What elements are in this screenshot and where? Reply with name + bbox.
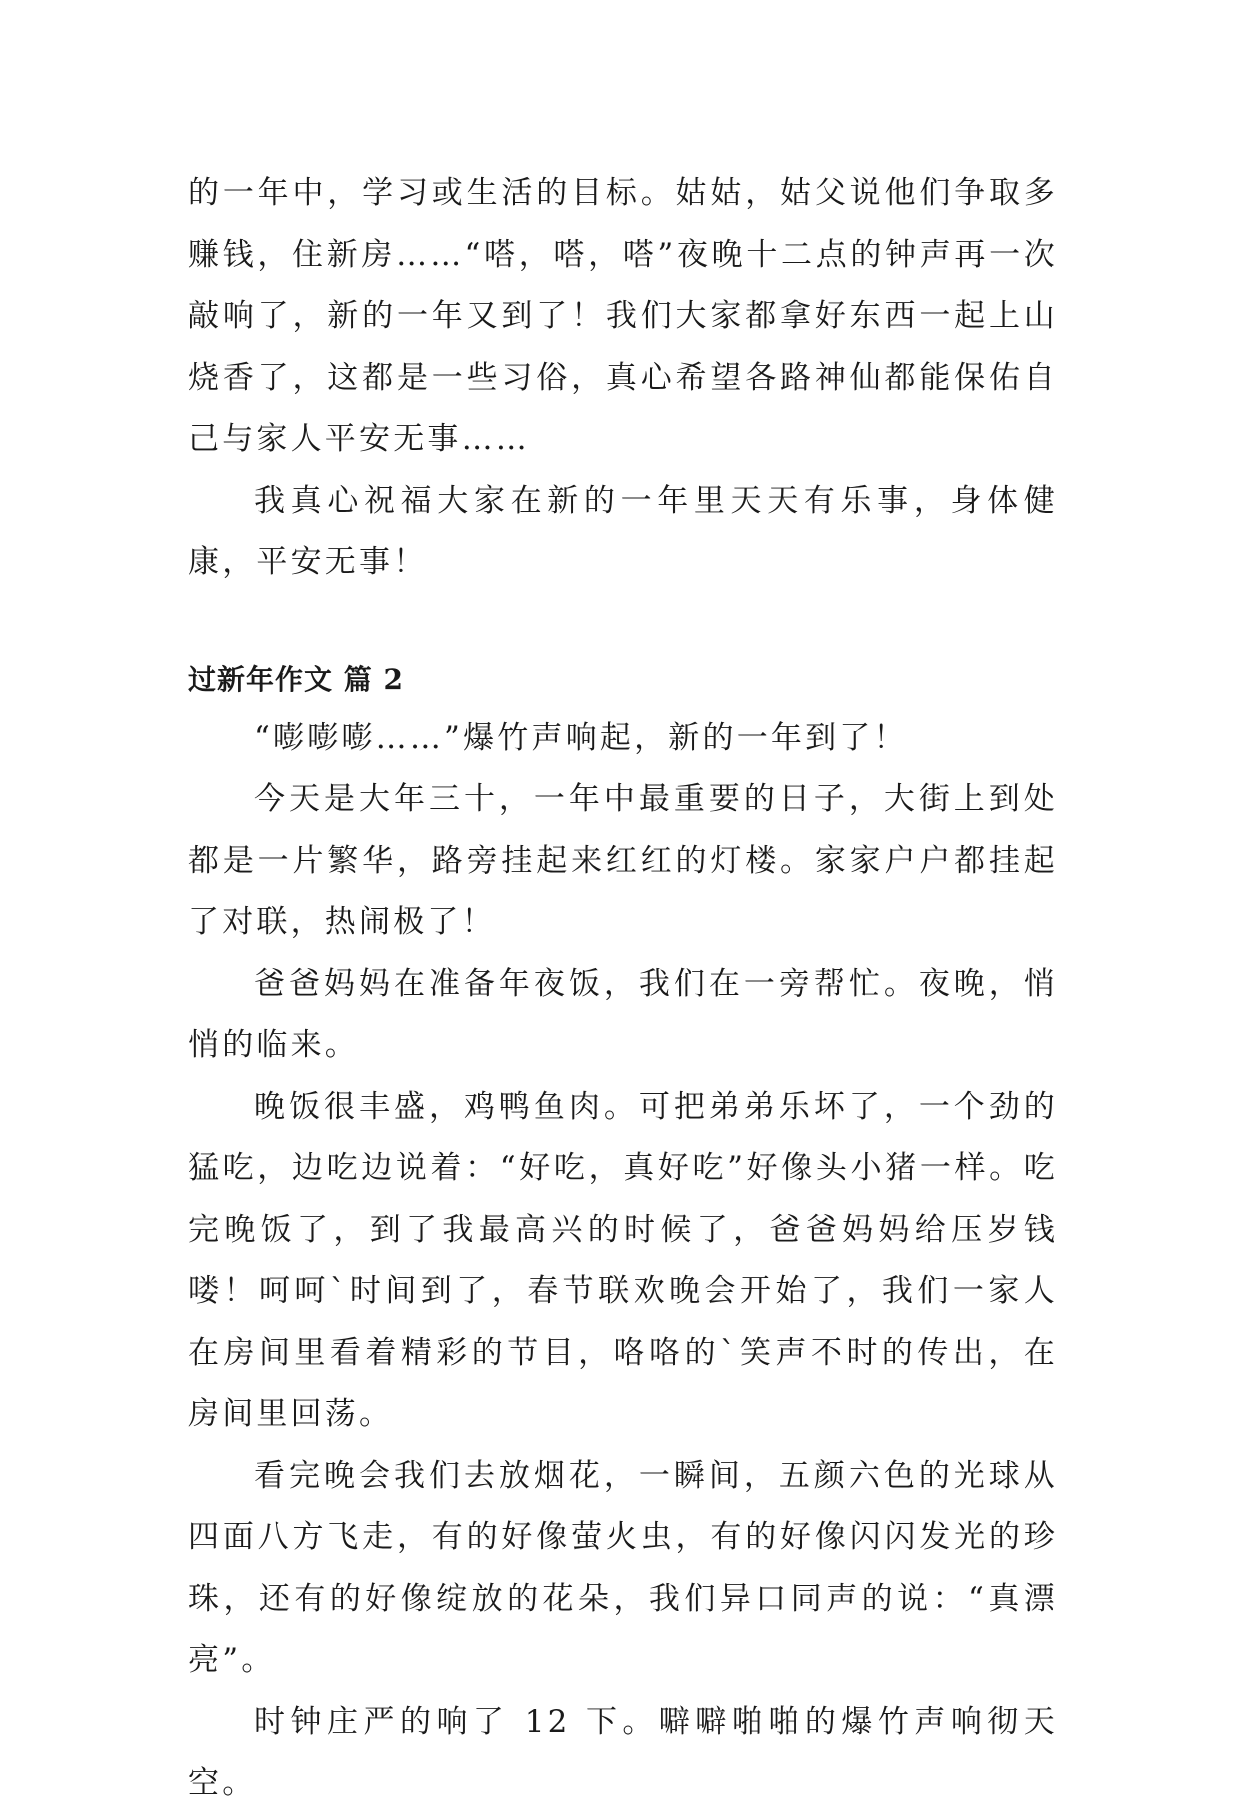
essay2-paragraph-4: 晚饭很丰盛，鸡鸭鱼肉。可把弟弟乐坏了，一个劲的猛吃，边吃边说着：“好吃，真好吃”好像头小猪一样。吃完晚饭了，到了我最高兴的时候了，爸爸妈妈给压岁钱喽！呵呵`时间到了，春节联欢晚会开始了，我们一家人在房间里看着精彩的节目，咯咯的`笑声不时的传出，在房间里回荡。	[188, 1088, 1058, 1432]
essay2-paragraph-1: “嘭嘭嘭……”爆竹声响起，新的一年到了！	[254, 719, 908, 756]
essay2-title: 过新年作文 篇 2	[188, 662, 404, 696]
essay1-continuation-paragraph: 的一年中，学习或生活的目标。姑姑，姑父说他们争取多赚钱，住新房……“嗒，嗒，嗒”夜晚十二点的钟声再一次敲响了，新的一年又到了！我们大家都拿好东西一起上山烧香了，这都是一些习俗，真心希望各路神仙都能保佑自己与家人平安无事……	[188, 175, 1058, 457]
essay1-closing-paragraph: 我真心祝福大家在新的一年里天天有乐事，身体健康，平安无事！	[188, 482, 1058, 580]
essay2-paragraph-5: 看完晚会我们去放烟花，一瞬间，五颜六色的光球从四面八方飞走，有的好像萤火虫，有的好像闪闪发光的珍珠，还有的好像绽放的花朵，我们异口同声的说：“真漂亮”。	[188, 1457, 1058, 1678]
essay2-paragraph-3: 爸爸妈妈在准备年夜饭，我们在一旁帮忙。夜晚，悄悄的临来。	[188, 965, 1058, 1063]
document-page	[188, 163, 1058, 1815]
essay2-paragraph-6: 时钟庄严的响了 12 下。噼噼啪啪的爆竹声响彻天空。	[188, 1703, 1058, 1801]
essay2-paragraph-2: 今天是大年三十，一年中最重要的日子，大街上到处都是一片繁华，路旁挂起来红红的灯楼。家家户户都挂起了对联，热闹极了！	[188, 781, 1058, 940]
